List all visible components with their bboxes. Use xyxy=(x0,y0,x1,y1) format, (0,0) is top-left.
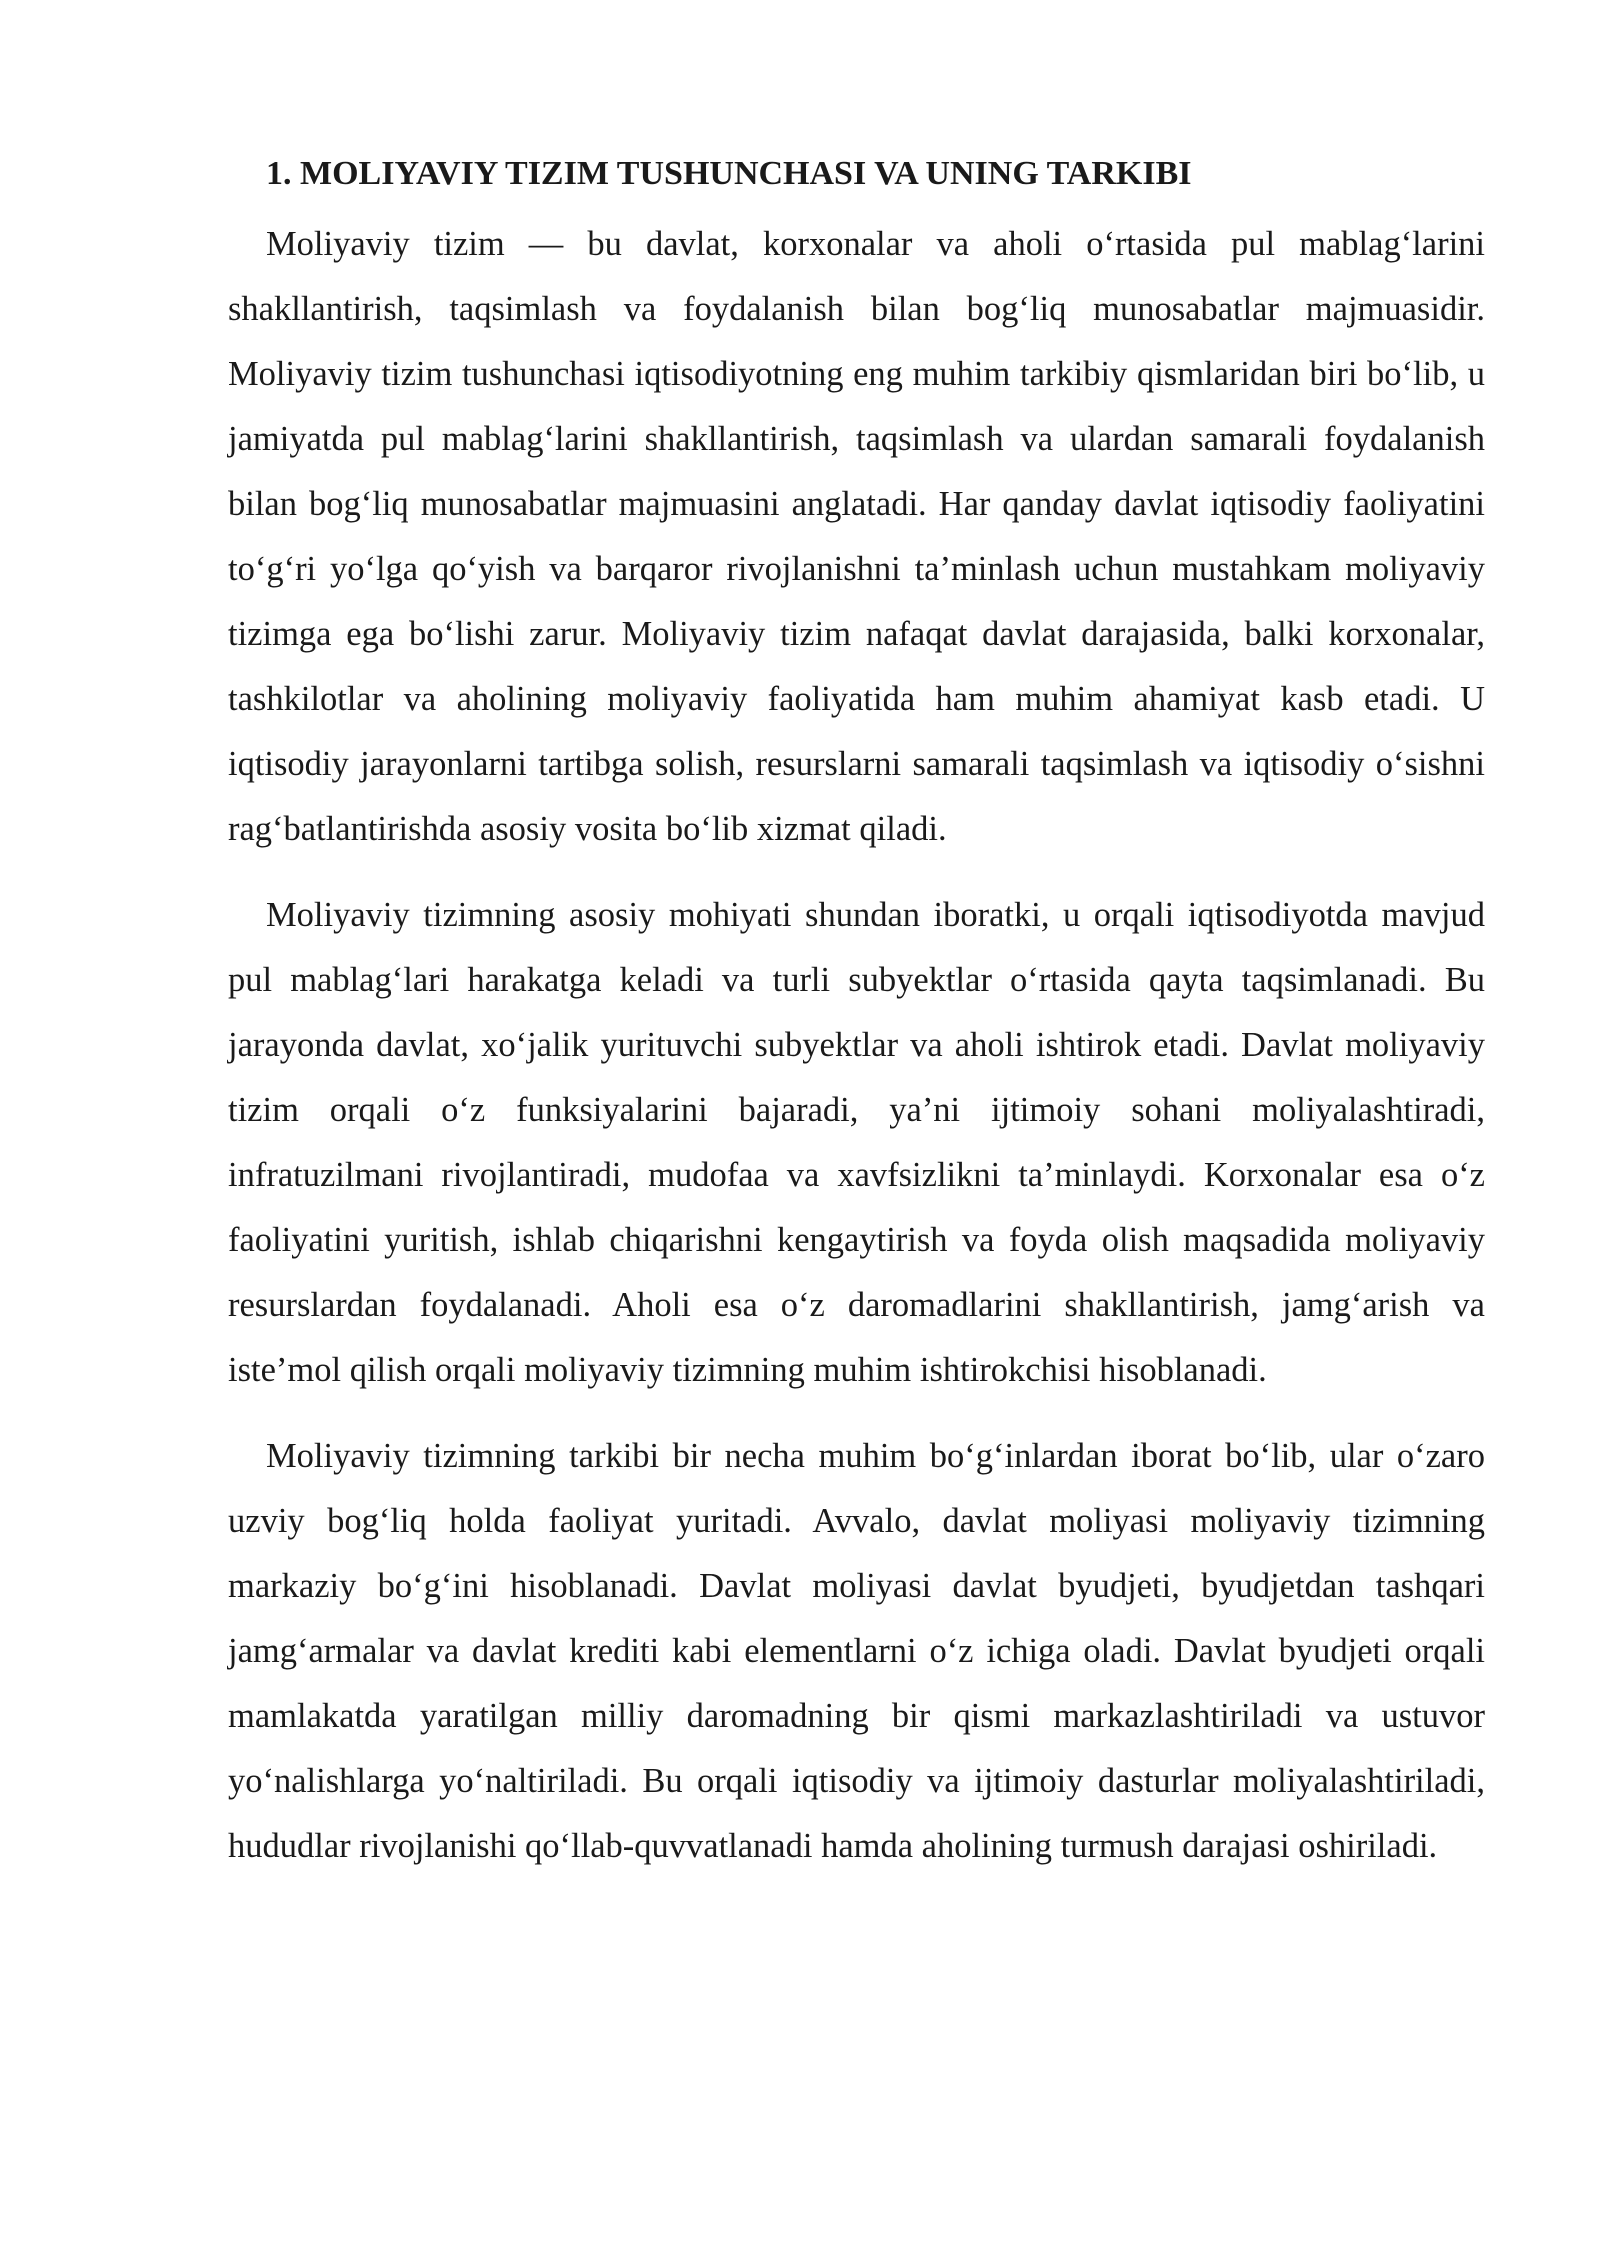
paragraph-2: Moliyaviy tizimning asosiy mohiyati shundan iboratki, u orqali iqtisodiyotda mavjud pul mablag‘lari harakatga keladi va turli subyektlar o‘rtasida qayta taqsimlanadi. Bu jarayonda davlat, xo‘jalik yurituvchi subyektlar va aholi ishtirok etadi. Davlat moliyaviy tizim orqali o‘z funksiyalarini bajaradi, ya’ni ijtimoiy sohani moliyalashtiradi, infratuzilmani rivojlantiradi, mudofaa va xavfsizlikni ta’minlaydi. Korxonalar esa o‘z faoliyatini yuritish, ishlab chiqarishni kengaytirish va foyda olish maqsadida moliyaviy resurslardan foydalanadi. Aholi esa o‘z daromadlarini shakllantirish, jamg‘arish va iste’mol qilish orqali moliyaviy tizimning muhim ishtirokchisi hisoblanadi. xyxy=(228,896,1485,1389)
paragraph-1: Moliyaviy tizim — bu davlat, korxonalar va aholi o‘rtasida pul mablag‘larini shakllantirish, taqsimlash va foydalanish bilan bog‘liq munosabatlar majmuasidir. Moliyaviy tizim tushunchasi iqtisodiyotning eng muhim tarkibiy qismlaridan biri bo‘lib, u jamiyatda pul mablag‘larini shakllantirish, taqsimlash va ulardan samarali foydalanish bilan bog‘liq munosabatlar majmuasini anglatadi. Har qanday davlat iqtisodiy faoliyatini to‘g‘ri yo‘lga qo‘yish va barqaror rivojlanishni ta’minlash uchun mustahkam moliyaviy tizimga ega bo‘lishi zarur. Moliyaviy tizim nafaqat davlat darajasida, balki korxonalar, tashkilotlar va aholining moliyaviy faoliyatida ham muhim ahamiyat kasb etadi. U iqtisodiy jarayonlarni tartibga solish, resurslarni samarali taqsimlash va iqtisodiy o‘sishni rag‘batlantirishda asosiy vosita bo‘lib xizmat qiladi. xyxy=(228,225,1485,848)
section-heading: 1. MOLIYAVIY TIZIM TUSHUNCHASI VA UNING TARKIBI xyxy=(266,155,1192,192)
document-page xyxy=(228,150,1485,1879)
paragraph-3: Moliyaviy tizimning tarkibi bir necha muhim bo‘g‘inlardan iborat bo‘lib, ular o‘zaro uzviy bog‘liq holda faoliyat yuritadi. Avvalo, davlat moliyasi moliyaviy tizimning markaziy bo‘g‘ini hisoblanadi. Davlat moliyasi davlat byudjeti, byudjetdan tashqari jamg‘armalar va davlat krediti kabi elementlarni o‘z ichiga oladi. Davlat byudjeti orqali mamlakatda yaratilgan milliy daromadning bir qismi markazlashtiriladi va ustuvor yo‘nalishlarga yo‘naltiriladi. Bu orqali iqtisodiy va ijtimoiy dasturlar moliyalashtiriladi, hududlar rivojlanishi qo‘llab-quvvatlanadi hamda aholining turmush darajasi oshiriladi. xyxy=(228,1437,1485,1865)
